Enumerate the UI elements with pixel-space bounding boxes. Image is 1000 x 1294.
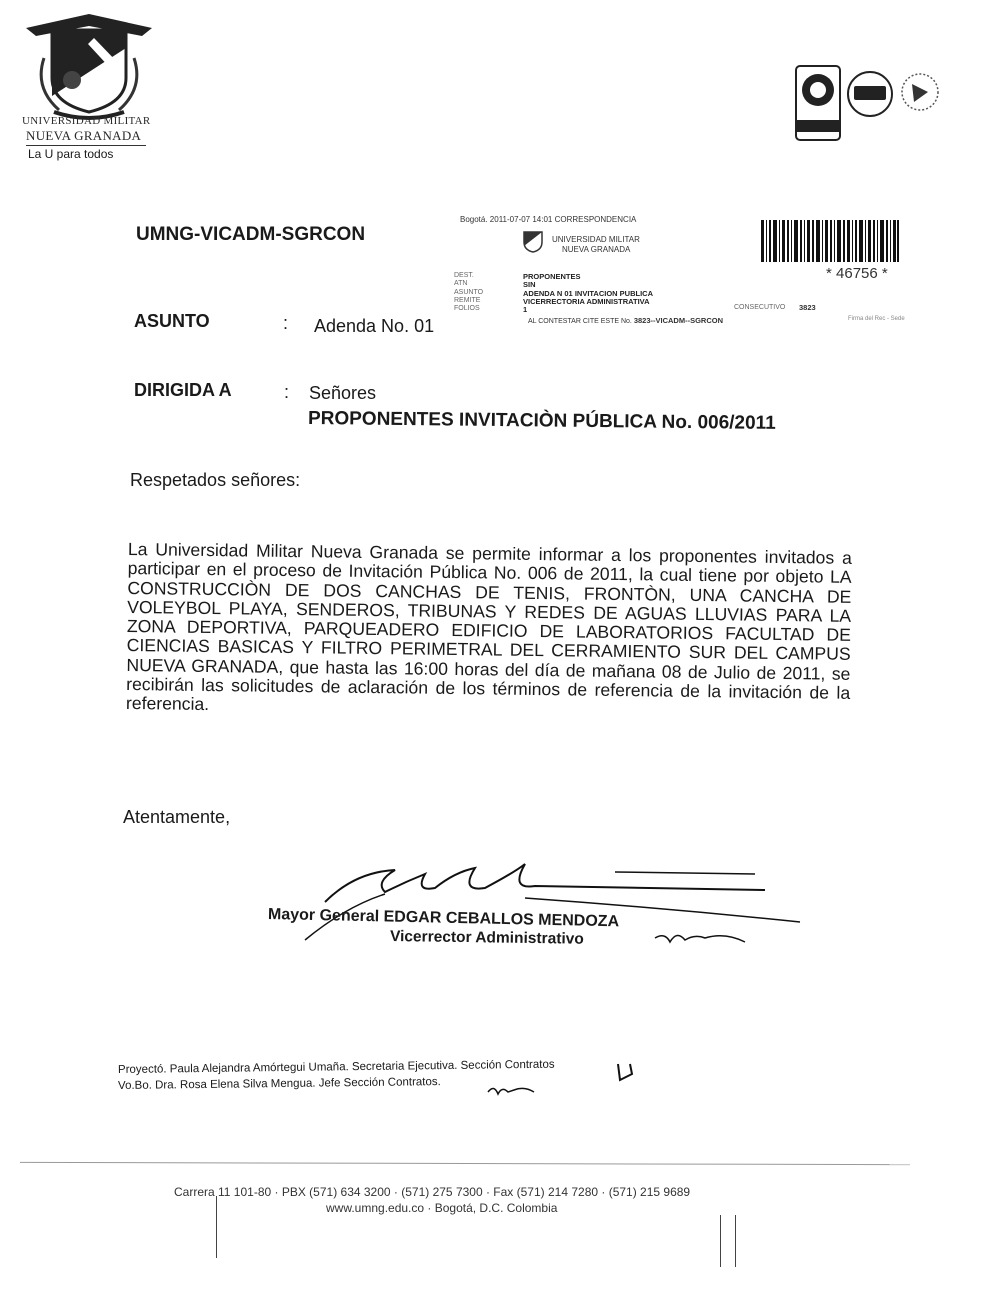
stamp-datetime: Bogotá. 2011-07-07 14:01 CORRESPONDENCIA bbox=[460, 215, 637, 224]
footer-website: www.umng.edu.co · Bogotá, D.C. Colombia bbox=[326, 1201, 558, 1215]
greeting: Respetados señores: bbox=[130, 470, 301, 490]
dirigida-colon: : bbox=[284, 382, 290, 402]
stamp-crest-icon bbox=[520, 228, 546, 254]
logo-underline bbox=[26, 145, 146, 146]
stamp-row-label: FOLIOS bbox=[454, 305, 480, 312]
footer-divider bbox=[20, 1162, 910, 1165]
cite-prefix: AL CONTESTAR CITE ESTE No. bbox=[528, 318, 632, 325]
recipient-salutation: Señores bbox=[309, 383, 377, 403]
reference-code: UMNG-VICADM-SGRCON bbox=[136, 224, 366, 245]
footer-margin-mark bbox=[735, 1215, 736, 1267]
stamp-row-label: ASUNTO bbox=[454, 289, 484, 296]
stamp-uni-line2: NUEVA GRANADA bbox=[562, 245, 631, 254]
footer-margin-mark bbox=[720, 1215, 721, 1267]
signatory-title: Vicerrector Administrativo bbox=[389, 928, 584, 948]
footer-margin-mark bbox=[216, 1196, 217, 1258]
stamp-uni-line1: UNIVERSIDAD MILITAR bbox=[552, 235, 640, 244]
logo-name-line1: UNIVERSIDAD MILITAR bbox=[22, 115, 151, 127]
consecutivo-value: 3823 bbox=[799, 303, 816, 312]
dirigida-label: DIRIGIDA A bbox=[134, 380, 232, 400]
stamp-row-label: ATN bbox=[454, 280, 468, 287]
barcode-icon bbox=[761, 220, 899, 262]
letter-body: La Universidad Militar Nueva Granada se permite informar a los proponentes invitados a participar en el proceso de Invitación Pública No. 006 de 2011, la cual tiene por objeto LA CONSTRUCCIÒN DE DOS CANCHAS DE TENIS, FRONTÒN, UNA CANCHA DE VOLEYBOL PLAYA, SENDEROS, TRIBUNAS Y REDES DE AGUAS LLUVIAS PARA LA ZONA DEPORTIVA, PARQUEADERO EDIFICIO DE LABORATORIOS FACULTAD DE CIENCIAS BASICAS Y FILTRO PERIMETRAL DEL CERRAMIENTO SUR DEL CAMPUS NUEVA GRANADA, que hasta las 16:00 horas del día de mañana 08 de Julio de 2011, se recibirán las solicitudes de aclaración de los términos de referencia de la invitación de la referencia. bbox=[125, 539, 852, 715]
closing: Atentamente, bbox=[123, 807, 231, 827]
signatory-name: Mayor General EDGAR CEBALLOS MENDOZA bbox=[267, 906, 620, 931]
consecutivo-label: CONSECUTIVO bbox=[734, 304, 786, 311]
certification-marks-icon bbox=[792, 64, 942, 149]
stamp-cite bbox=[528, 316, 723, 325]
asunto-label: ASUNTO bbox=[134, 311, 210, 331]
asunto-colon: : bbox=[283, 313, 289, 333]
footnote-prepared-by: Proyectó. Paula Alejandra Amórtegui Umaña. Secretaria Ejecutiva. Sección Contratos bbox=[117, 1058, 555, 1076]
asunto-value: Adenda No. 01 bbox=[314, 316, 435, 336]
footnote-approved-by: Vo.Bo. Dra. Rosa Elena Silva Mengua. Jefe Sección Contratos. bbox=[117, 1076, 441, 1092]
stamp-row-label: REMITE bbox=[454, 297, 481, 304]
stamp-row-value: VICERRECTORIA ADMINISTRATIVA bbox=[523, 297, 650, 306]
footer-address: Carrera 11 101-80 · PBX (571) 634 3200 · (571) 275 7300 · Fax (571) 214 7280 · (571) 215 9689 bbox=[174, 1185, 691, 1199]
stamp-row-value: SIN bbox=[523, 280, 536, 289]
correspondence-stamp bbox=[452, 212, 912, 347]
recipient-name: PROPONENTES INVITACIÒN PÚBLICA No. 006/2011 bbox=[307, 408, 776, 434]
stamp-row-value: PROPONENTES bbox=[523, 272, 581, 281]
initials-marks-icon bbox=[480, 1060, 650, 1100]
stamp-row-value: 1 bbox=[523, 305, 528, 314]
stamp-row-label: DEST. bbox=[454, 272, 474, 279]
logo-tagline: La U para todos bbox=[28, 147, 114, 161]
logo-name-line2: NUEVA GRANADA bbox=[26, 128, 142, 143]
stamp-firma: Firma del Rec - Sede bbox=[848, 316, 905, 322]
radicado-number: * 46756 * bbox=[826, 265, 888, 282]
cite-value: 3823--VICADM--SGRCON bbox=[633, 316, 723, 325]
stamp-row-value: ADENDA N 01 INVITACION PUBLICA bbox=[523, 289, 654, 298]
